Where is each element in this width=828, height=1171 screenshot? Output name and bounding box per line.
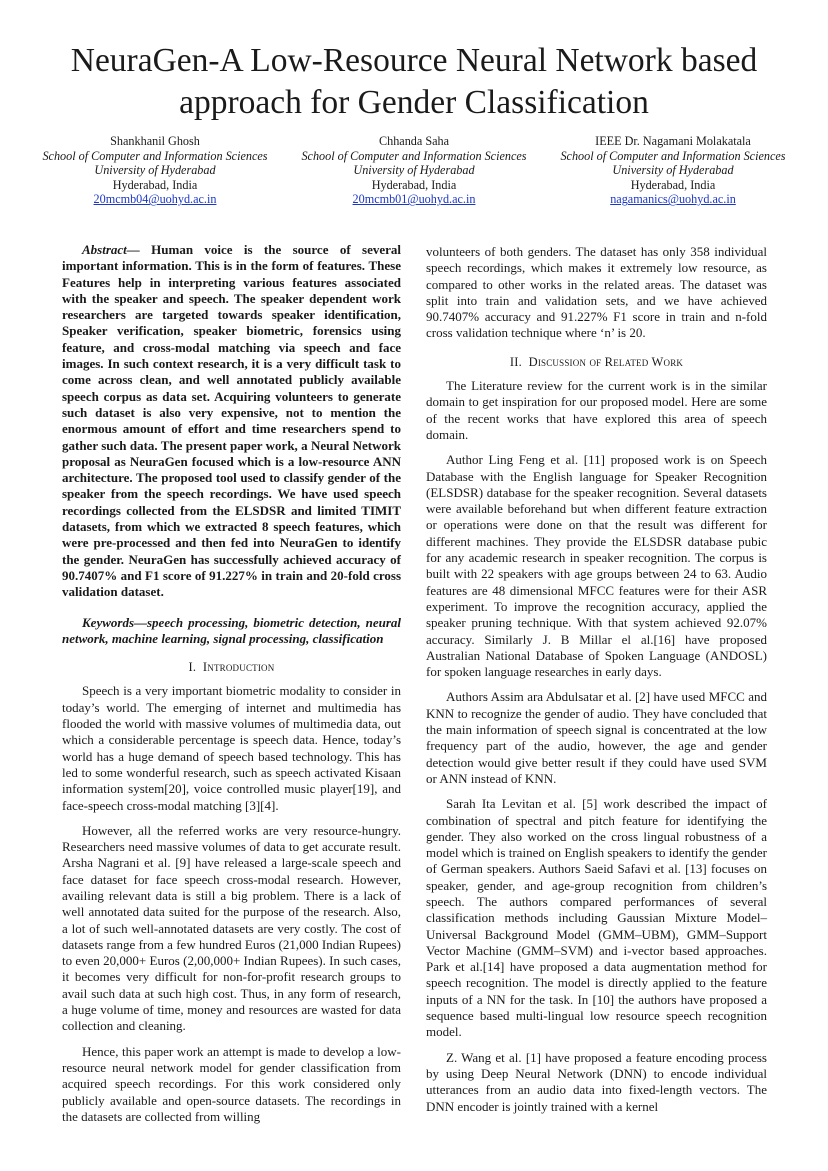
author-email-link[interactable]: 20mcmb04@uohyd.ac.in: [93, 192, 217, 207]
section-number: II.: [509, 354, 522, 369]
author-email-link[interactable]: nagamanics@uohyd.ac.in: [610, 192, 736, 207]
paragraph: Speech is a very important biometric modality to consider in today’s world. The emerging of internet and multimedia has flooded the world with massive volumes of multimedia data, out which a considerable percentage is speech data. Hence, today’s world has a huge demand of speech based technology. This has led to some wonderful research, such as speech activated Kisaan information system[20], voice controlled music player[19], and face-speech cross-modal matching [3][4].: [62, 683, 401, 813]
section-heading-introduction: [62, 659, 401, 675]
author-location: Hyderabad, India: [371, 177, 457, 192]
section-heading-related-work: [426, 354, 767, 370]
paragraph: volunteers of both genders. The dataset has only 358 individual speech recordings, which makes it extremely low resource, as compared to other works in the related areas. The dataset was split into train and validation sets, and we have achieved 90.7407% accuracy and 91.227% F1 score in train and n-fold cross validation technique where ‘n’ is 20.: [426, 244, 767, 341]
paragraph: Z. Wang et al. [1] have proposed a feature encoding process by using Deep Neural Network (DNN) to encode individual utterances from an audio data into fixed-length vectors. The DNN encoder is jointly trained with a kernel: [426, 1049, 767, 1114]
section-title: Introduction: [202, 660, 275, 675]
author-2: [289, 134, 539, 207]
abstract-text: Human voice is the source of several important information. This is in the form of features. These Features help in interpreting various features associated with the speaker and speech. The speaker dependent work researchers are targeted towards speaker identification, Speaker verification, speaker biometric, forensics using feature, and cross-modal matching via speech and face images. In such context research, it is a very difficult task to come across clean, and well annotated publicly available speech corpus as data set. Acquiring volunteers to generate such dataset is also very expensive, not to mention the enormous amount of effort and time researchers spend to gather such data. The present paper work, a Neural Network proposal as NeuraGen focused which is a low-resource ANN architecture. The proposed tool used to classify gender of the speaker from the speech recordings. We have used speech recordings collected from the ELSDSR and limited TIMIT datasets, from which we extracted 8 speech features, which were pre-processed and then fed into NeuraGen to identify the gender. NeuraGen has successfully achieved accuracy of 90.7407% and F1 score of 91.227% in train and 20-fold cross validation dataset.: [62, 242, 401, 600]
author-name: Shankhanil Ghosh: [110, 134, 200, 148]
keywords-text: speech processing, biometric detection, neural network, machine learning, signal processing, classification: [62, 614, 401, 646]
author-affiliation: School of Computer and Information Sciences: [560, 148, 786, 163]
left-column: [62, 242, 401, 1134]
paragraph: Sarah Ita Levitan et al. [5] work described the impact of combination of spectral and pitch feature for identifying the gender. They also worked on the cross lingual robustness of a model which is trained on English speakers to identify the gender of German speakers. Authors Saeid Safavi et al. [13] focuses on speaker, gender, and age-group recognition from children’s speech. The authors compared performances of several classification methods including Gaussian Mixture Model–Universal Background Model (GMM–UBM), GMM–Support Vector Machine (GMM–SVM) and i-vector based approaches. Park et al.[14] have proposed a data augmentation method for speech recognition. The model is directly applied to the feature inputs of a NN for the task. In [10] the authors have proposed a sequence based multi-lingual low resource speech recognition model.: [426, 796, 767, 1040]
paragraph: Author Ling Feng et al. [11] proposed work is on Speech Database with the English language for Speaker Recognition (ELSDSR) database for the speaker recognition. Several datasets were available beforehand but when different feature extraction or operations were done on that the result was different for different machines. They provide the ELSDSR database pubic for any academic research in speaker recognition. The corpus is built with 22 speakers with age groups between 24 to 63. Audio features are 48 dimensional MFCC features were for their ASR experiment. To improve the recognition accuracy, applied the speaker pruning technique. With that system achieved 92.07% accuracy. Similarly J. B Millar el al.[16] have proposed Australian National Database of Spoken Language (ANDOSL) for spoken language researches in early days.: [426, 452, 767, 680]
abstract-label: Abstract—: [82, 242, 140, 257]
paragraph: However, all the referred works are very resource-hungry. Researchers need massive volumes of data to get accurate result. Arsha Nagrani et al. [9] have released a large-scale speech and face dataset for face speech cross-modal research. However, availing relevant data is still a big problem. There is a lack of well annotated data suited for the purpose of the research. Also, a lot of such well-annotated datasets are very costly. The cost of datasets range from a few hundred Euros (21,000 Indian Rupees) to even 20,000+ Euros (2,00,000+ Indian Rupees). In such cases, it becomes very difficult for non-for-profit research groups to avail such data at such high cost. Thus, in any form of research, a huge volume of time, money and resources are wasted for data collection and cleaning.: [62, 822, 401, 1034]
author-email-link[interactable]: 20mcmb01@uohyd.ac.in: [352, 192, 476, 207]
abstract: [62, 242, 401, 601]
author-location: Hyderabad, India: [112, 177, 198, 192]
author-affiliation: School of Computer and Information Sciences: [42, 148, 268, 163]
author-affiliation: School of Computer and Information Sciences: [301, 148, 527, 163]
author-1: [30, 134, 280, 207]
section-title: Discussion of Related Work: [528, 354, 684, 369]
author-location: Hyderabad, India: [630, 177, 716, 192]
author-3: [548, 134, 798, 207]
author-university: University of Hyderabad: [353, 163, 475, 178]
paragraph: Authors Assim ara Abdulsatar et al. [2] have used MFCC and KNN to recognize the gender of audio. They have concluded that the main information of speech signal is concentrated at the low frequency part of the audio, however, the age and gender detection would give better result if they could have used SVM or ANN instead of KNN.: [426, 689, 767, 786]
author-name: Chhanda Saha: [378, 134, 450, 148]
paper-title: NeuraGen-A Low-Resource Neural Network based approach for Gender Classification: [70, 42, 758, 121]
paragraph: Hence, this paper work an attempt is made to develop a low-resource neural network model for gender classification from acquired speech recordings. For this work considered only publicly available and open-source datasets. The recordings in the datasets are collected from willing: [62, 1043, 401, 1124]
author-block: [30, 134, 798, 207]
author-university: University of Hyderabad: [612, 163, 734, 178]
author-name: IEEE Dr. Nagamani Molakatala: [595, 134, 751, 148]
author-university: University of Hyderabad: [94, 163, 216, 178]
section-number: I.: [188, 660, 197, 675]
keywords: [62, 615, 401, 648]
right-column: [426, 244, 767, 1124]
paragraph: The Literature review for the current work is in the similar domain to get inspiration for our proposed model. Here are some of the recent works that have explored this area of speech domain.: [426, 378, 767, 442]
keywords-label: Keywords—: [82, 614, 147, 630]
